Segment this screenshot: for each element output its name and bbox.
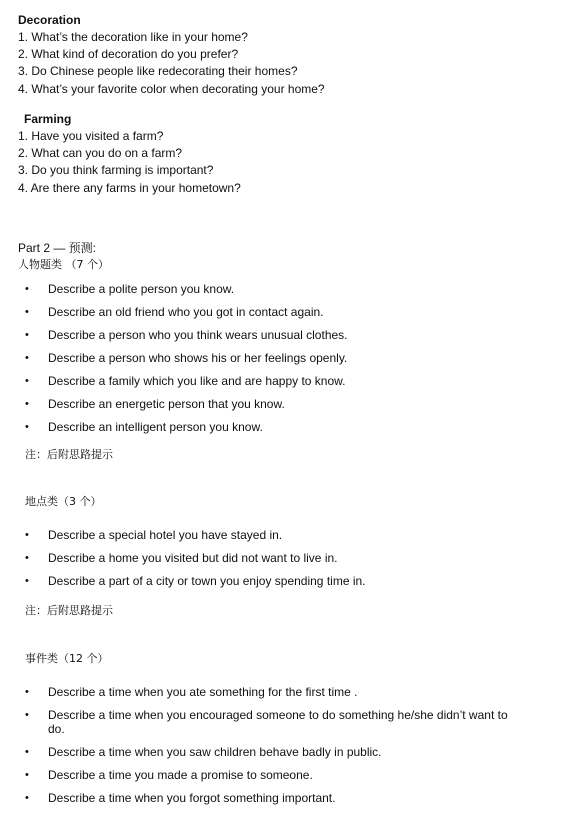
- bullet: •: [25, 792, 29, 804]
- list-item: Describe a polite person you know.: [48, 282, 235, 296]
- farming-question: 1. Have you visited a farm?: [18, 129, 164, 143]
- list-item: Describe a family which you like and are happy to know.: [48, 374, 346, 388]
- people-note: 注：后附思路提示: [25, 448, 113, 461]
- list-item: Describe a person who you think wears unusual clothes.: [48, 328, 348, 342]
- list-item: Describe a time when you ate something for the first time .: [48, 685, 358, 699]
- bullet: •: [25, 709, 29, 721]
- list-item: Describe an intelligent person you know.: [48, 420, 263, 434]
- bullet: •: [25, 306, 29, 318]
- farming-title: Farming: [24, 112, 72, 126]
- bullet: •: [25, 352, 29, 364]
- list-item: Describe a part of a city or town you enjoy spending time in.: [48, 574, 366, 588]
- bullet: •: [25, 529, 29, 541]
- bullet: •: [25, 398, 29, 410]
- bullet: •: [25, 575, 29, 587]
- bullet: •: [25, 421, 29, 433]
- events-category-title: 事件类（12 个）: [25, 652, 109, 665]
- bullet: •: [25, 552, 29, 564]
- places-note: 注：后附思路提示: [25, 604, 113, 617]
- part2-heading: Part 2 — 预测:: [18, 241, 97, 255]
- list-item: Describe a time when you encouraged someone to do something he/she didn’t want to do.: [48, 708, 508, 736]
- list-item: Describe a person who shows his or her feelings openly.: [48, 351, 348, 365]
- list-item: Describe a time you made a promise to someone.: [48, 768, 313, 782]
- people-category-title: 人物题类 （7 个）: [18, 258, 109, 271]
- places-category-title: 地点类（3 个）: [25, 495, 102, 508]
- bullet: •: [25, 283, 29, 295]
- list-item: Describe a time when you forgot something important.: [48, 791, 336, 805]
- list-item: Describe a special hotel you have stayed in.: [48, 528, 283, 542]
- farming-question: 3. Do you think farming is important?: [18, 163, 214, 177]
- decoration-title: Decoration: [18, 13, 81, 27]
- farming-question: 4. Are there any farms in your hometown?: [18, 181, 241, 195]
- bullet: •: [25, 746, 29, 758]
- bullet: •: [25, 686, 29, 698]
- decoration-question: 4. What’s your favorite color when decorating your home?: [18, 82, 325, 96]
- list-item: Describe a time when you saw children behave badly in public.: [48, 745, 382, 759]
- decoration-question: 3. Do Chinese people like redecorating their homes?: [18, 64, 298, 78]
- decoration-question: 1. What’s the decoration like in your home?: [18, 30, 248, 44]
- bullet: •: [25, 329, 29, 341]
- farming-question: 2. What can you do on a farm?: [18, 146, 183, 160]
- list-item: Describe a home you visited but did not want to live in.: [48, 551, 338, 565]
- list-item: Describe an old friend who you got in contact again.: [48, 305, 324, 319]
- bullet: •: [25, 375, 29, 387]
- bullet: •: [25, 769, 29, 781]
- decoration-question: 2. What kind of decoration do you prefer?: [18, 47, 239, 61]
- list-item: Describe an energetic person that you know.: [48, 397, 285, 411]
